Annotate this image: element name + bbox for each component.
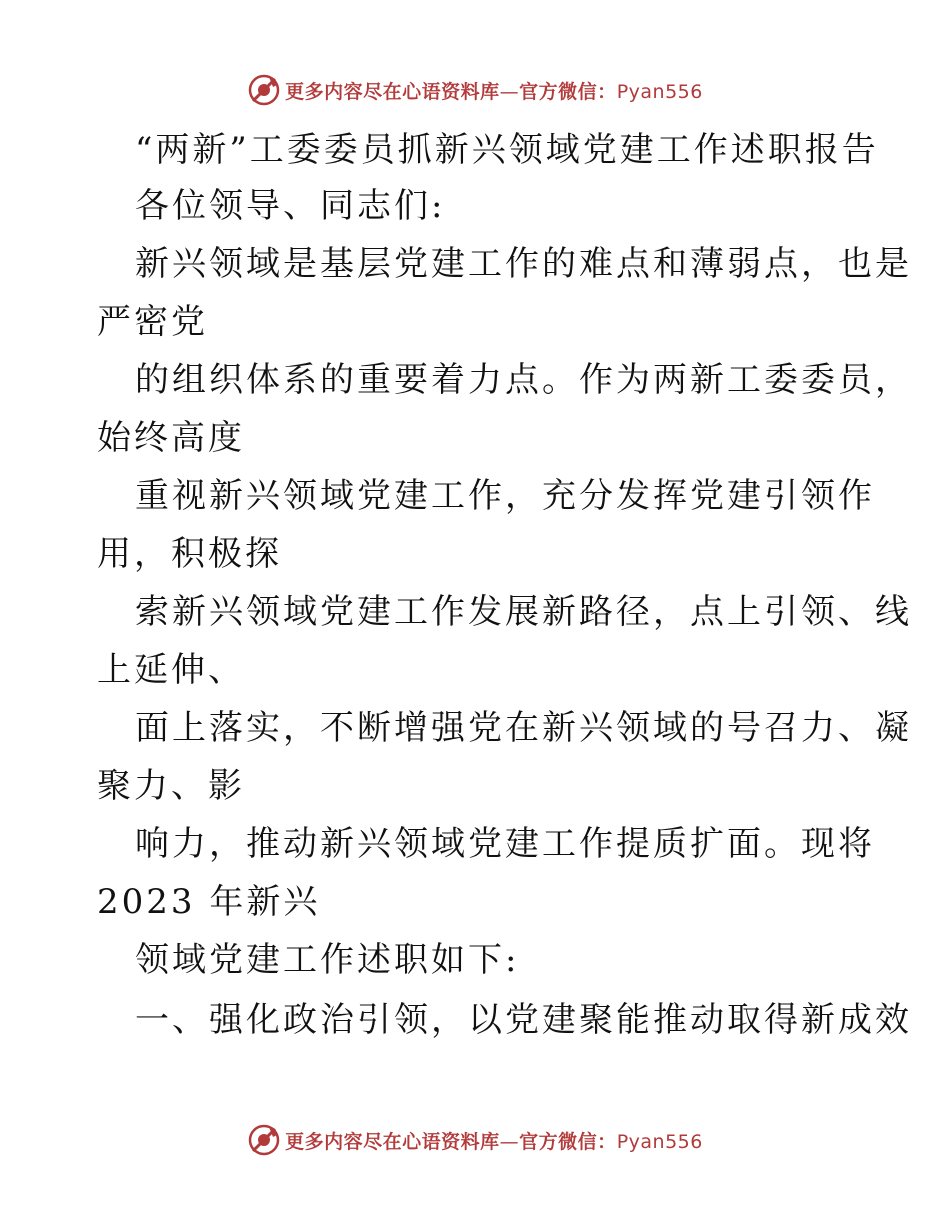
paragraph-line: 各位领导、同志们: <box>135 186 446 226</box>
paragraph-line: 领域党建工作述职如下: <box>135 940 520 980</box>
watermark-banner-top <box>0 70 950 110</box>
paragraph-line: 始终高度 <box>97 418 245 458</box>
paragraph-line: 新兴领域是基层党建工作的难点和薄弱点，也是 <box>135 244 912 284</box>
paragraph-line: 索新兴领域党建工作发展新路径，点上引领、线 <box>135 592 912 632</box>
brand-logo-icon <box>247 1123 281 1157</box>
paragraph-line: 聚力、影 <box>97 766 245 806</box>
paragraph-line: 面上落实，不断增强党在新兴领域的号召力、凝 <box>135 708 912 748</box>
paragraph-line: 的组织体系的重要着力点。作为两新工委委员， <box>135 360 912 400</box>
paragraph-line: 上延伸、 <box>97 650 245 690</box>
section-heading: 一、强化政治引领，以党建聚能推动取得新成效 <box>135 1000 912 1040</box>
watermark-text: 更多内容尽在心语资料库—官方微信：Pyan556 <box>285 1130 703 1153</box>
watermark-banner-bottom <box>0 1120 950 1160</box>
paragraph-line: 用，积极探 <box>97 534 282 574</box>
paragraph-line: 重视新兴领域党建工作，充分发挥党建引领作 <box>135 476 875 516</box>
paragraph-line: 响力，推动新兴领域党建工作提质扩面。现将 <box>135 824 875 864</box>
watermark-text: 更多内容尽在心语资料库—官方微信：Pyan556 <box>285 80 703 103</box>
brand-logo-icon <box>247 73 281 107</box>
paragraph-line: 严密党 <box>97 302 208 342</box>
paragraph-line: 2023 年新兴 <box>97 882 321 922</box>
document-title: “两新”工委委员抓新兴领域党建工作述职报告 <box>135 130 879 170</box>
